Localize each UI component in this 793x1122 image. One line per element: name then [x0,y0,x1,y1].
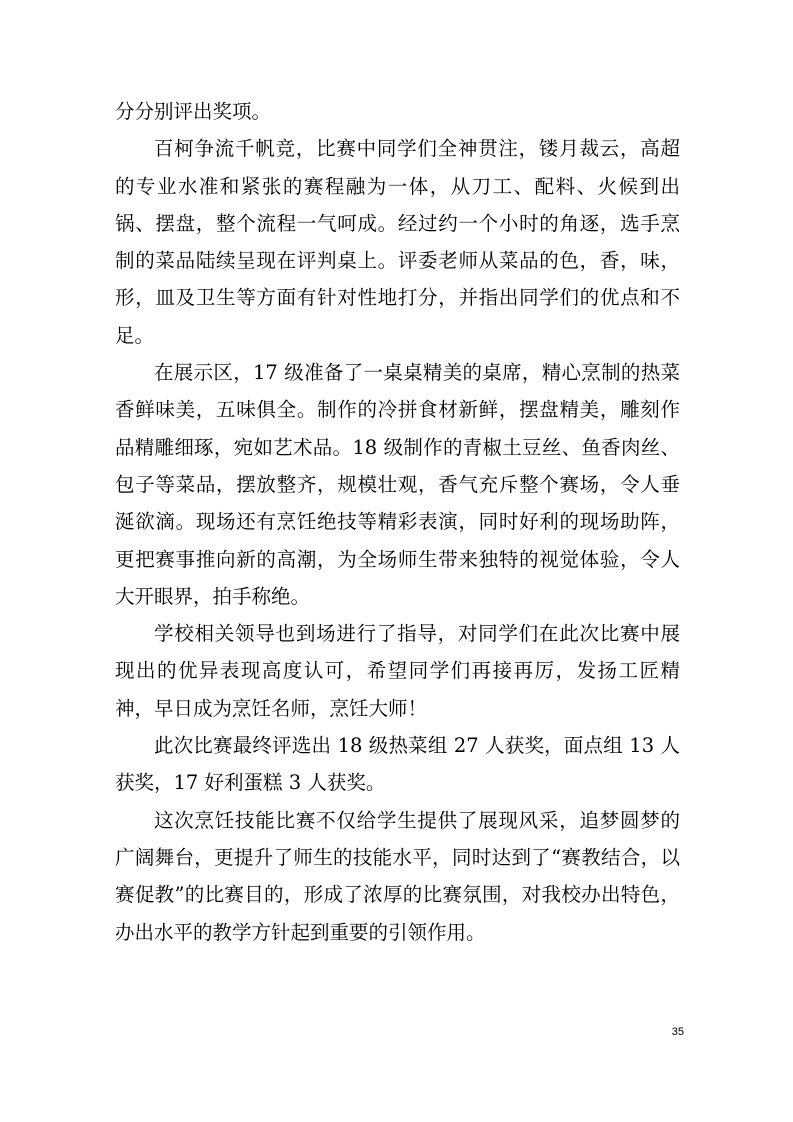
paragraph-leadership: 学校相关领导也到场进行了指导，对同学们在此次比赛中展现出的优异表现高度认可，希望同学们再接再厉，发扬工匠精神，早日成为烹饪名师，烹饪大师！ [115,622,680,720]
paragraph-exhibition: 在展示区，17 级准备了一桌桌精美的桌席，精心烹制的热菜香鲜味美，五味俱全。制作的冷拼食材新鲜，摆盘精美，雕刻作品精雕细琢，宛如艺术品。18 级制作的青椒土豆丝、鱼香肉丝、包子等菜品，摆放整齐，规模壮观，香气充斥整个赛场，令人垂涎欲滴。现场还有烹饪绝技等精彩表演，同时好利的现场助阵，更把赛事推向新的高潮，为全场师生带来独特的视觉体验，令人大开眼界，拍手称绝。 [115,361,680,608]
paragraph-conclusion: 这次烹饪技能比赛不仅给学生提供了展现风采，追梦圆梦的广阔舞台，更提升了师生的技能水平，同时达到了“赛教结合，以赛促教”的比赛目的，形成了浓厚的比赛氛围，对我校办出特色，办出水平的教学方针起到重要的引领作用。 [115,808,680,944]
paragraph-results: 此次比赛最终评选出 18 级热菜组 27 人获奖，面点组 13 人获奖，17 好利蛋糕 3 人获奖。 [115,734,680,795]
paragraph-competition: 百柯争流千帆竞，比赛中同学们全神贯注，镂月裁云，高超的专业水准和紧张的赛程融为一体，从刀工、配料、火候到出锅、摆盘，整个流程一气呵成。经过约一个小时的角逐，选手烹制的菜品陆续呈现在评判桌上。评委老师从菜品的色，香，味，形，皿及卫生等方面有针对性地打分，并指出同学们的优点和不足。 [115,137,680,347]
body-text [115,93,680,951]
page-number: 35 [671,1026,684,1038]
paragraph-continuation: 分分别评出奖项。 [115,100,272,123]
